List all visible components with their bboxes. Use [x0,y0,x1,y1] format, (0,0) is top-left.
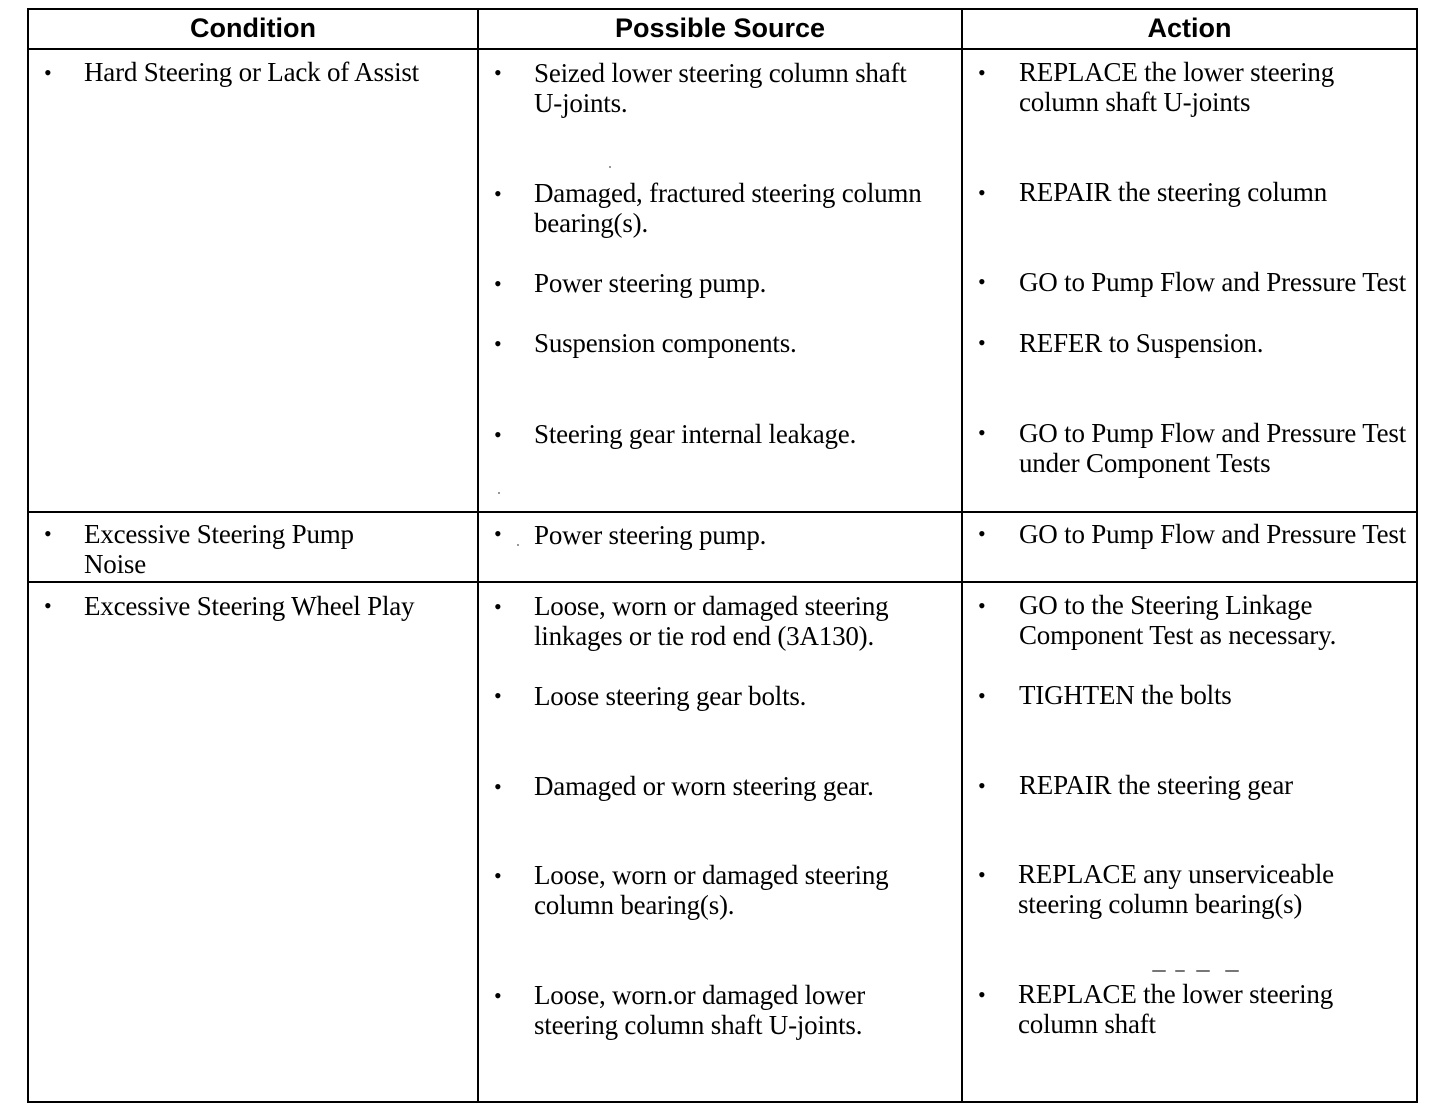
bullet-icon: • [978,330,986,355]
scan-speck [1225,970,1239,972]
action-text: TIGHTEN the bolts [1019,680,1232,710]
source-text: Suspension components. [534,328,797,358]
source-text: Damaged, fractured steering column bearing(s). [534,178,922,238]
bullet-icon: • [494,60,502,85]
source-text: Loose, worn or damaged steering linkages or tie rod end (3A130). [534,591,889,651]
bullet-icon: • [978,683,986,708]
bullet-icon: • [494,331,502,356]
condition-text: Excessive Steering Wheel Play [84,591,415,621]
bullet-icon: • [494,521,502,546]
action-text: GO to Pump Flow and Pressure Test under Component Tests [1019,418,1407,478]
column-divider-2 [961,8,963,1103]
bullet-icon: • [978,521,986,546]
action-text: REFER to Suspension. [1019,328,1264,358]
source-text: Power steering pump. [534,520,767,550]
header-possible-source: Possible Source [614,13,826,43]
bullet-icon: • [978,862,986,887]
bullet-icon: • [978,982,986,1007]
bullet-icon: • [978,420,986,445]
condition-text: Excessive Steering Pump Noise [84,519,354,579]
bullet-icon: • [978,180,986,205]
source-text: Seized lower steering column shaft U-joints. [534,58,907,118]
bullet-icon: • [494,422,502,447]
action-text: GO to the Steering Linkage Component Test as necessary. [1019,590,1337,650]
table-top-border [27,8,1418,10]
action-text: REPAIR the steering gear [1019,770,1293,800]
column-divider-1 [477,8,479,1103]
source-text: Steering gear internal leakage. [534,419,857,449]
header-condition: Condition [190,13,316,43]
bullet-icon: • [44,593,52,618]
action-text: REPAIR the steering column [1019,177,1328,207]
scan-speck [609,166,611,168]
bullet-icon: • [494,683,502,708]
source-text: Power steering pump. [534,268,767,298]
action-text: REPLACE the lower steering column shaft U-joints [1019,57,1334,117]
bullet-icon: • [494,271,502,296]
source-text: Loose steering gear bolts. [534,681,807,711]
scan-speck [1175,970,1185,972]
source-text: Loose, worn or damaged steering column bearing(s). [534,860,889,920]
action-text: GO to Pump Flow and Pressure Test [1019,267,1407,297]
table-bottom-border [27,1101,1418,1103]
scan-speck [1196,970,1210,972]
row1-bottom-border [27,511,1418,513]
scan-speck [1152,970,1166,972]
bullet-icon: • [978,773,986,798]
bullet-icon: • [44,60,52,85]
bullet-icon: • [494,983,502,1008]
bullet-icon: • [494,594,502,619]
table-right-border [1416,8,1418,1103]
source-text: Loose, worn.or damaged lower steering column shaft U-joints. [534,980,866,1040]
header-bottom-border [27,48,1418,50]
bullet-icon: • [494,774,502,799]
bullet-icon: • [978,60,986,85]
condition-text: Hard Steering or Lack of Assist [84,57,419,87]
action-text: GO to Pump Flow and Pressure Test [1019,519,1407,549]
action-text: REPLACE the lower steering column shaft [1018,979,1333,1039]
header-action: Action [1147,13,1232,43]
bullet-icon: • [494,181,502,206]
scan-speck [517,544,519,546]
action-text: REPLACE any unserviceable steering column bearing(s) [1018,859,1334,919]
scan-speck [498,492,500,494]
table-left-border [27,8,29,1103]
bullet-icon: • [978,269,986,294]
row2-bottom-border [27,581,1418,583]
source-text: Damaged or worn steering gear. [534,771,874,801]
bullet-icon: • [44,521,52,546]
bullet-icon: • [494,863,502,888]
bullet-icon: • [978,593,986,618]
